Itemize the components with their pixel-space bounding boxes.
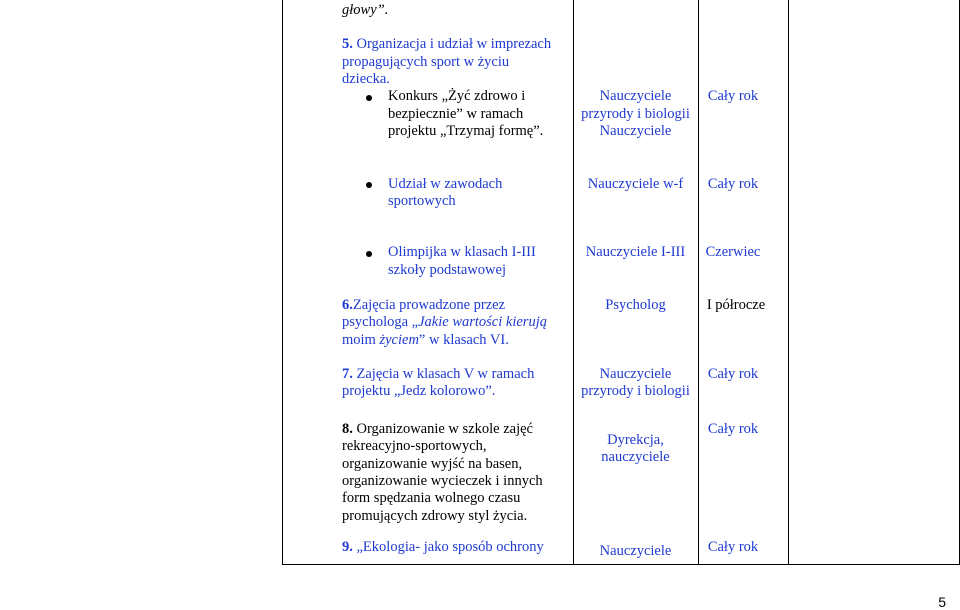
section-number: 7. bbox=[342, 366, 353, 382]
activity-line: form spędzania wolnego czasu bbox=[342, 490, 521, 506]
activity-text: ” w klasach VI. bbox=[418, 332, 509, 348]
section-number: 6. bbox=[342, 297, 353, 313]
column-divider bbox=[698, 0, 699, 564]
activity-text: „Ekologia- jako sposób ochrony bbox=[356, 539, 544, 555]
column-divider bbox=[573, 0, 574, 564]
activity-line: rekreacyjno-sportowych, bbox=[342, 438, 487, 454]
section-number: 8. bbox=[342, 421, 353, 437]
activity-line bbox=[342, 332, 509, 350]
activity-line: promujących zdrowy styl życia. bbox=[342, 508, 528, 524]
heading-line: Organizacja i udział w imprezach bbox=[356, 36, 552, 52]
bullet-line: Konkurs „Żyć zdrowo i bbox=[388, 88, 526, 104]
responsible-cell: Psycholog bbox=[605, 297, 666, 313]
responsible-cell: Nauczyciele bbox=[599, 543, 672, 559]
bullet-line: Udział w zawodach bbox=[388, 176, 503, 192]
term-cell: Cały rok bbox=[707, 176, 759, 192]
activity-line bbox=[342, 297, 505, 315]
bullet-icon bbox=[366, 95, 372, 101]
bullet-line: szkoły podstawowej bbox=[388, 262, 506, 278]
activity-text: psychologa „ bbox=[342, 314, 419, 330]
page-number: 5 bbox=[938, 594, 946, 610]
activity-line bbox=[342, 366, 534, 384]
responsible-line: Nauczyciele bbox=[599, 123, 672, 139]
activity-line: organizowanie wycieczek i innych bbox=[342, 473, 543, 489]
responsible-cell: Nauczyciele w-f bbox=[587, 176, 684, 192]
responsible-line: Nauczyciele bbox=[599, 88, 672, 104]
bullet-line: sportowych bbox=[388, 193, 456, 209]
term-cell: Cały rok bbox=[707, 88, 759, 104]
section-number: 9. bbox=[342, 539, 353, 555]
responsible-line: przyrody i biologii bbox=[581, 383, 690, 399]
activity-line bbox=[342, 539, 544, 557]
activity-text: Zajęcia w klasach V w ramach bbox=[356, 366, 535, 382]
term-cell: Czerwiec bbox=[705, 244, 761, 260]
responsible-line: nauczyciele bbox=[601, 449, 670, 465]
activity-line: organizowanie wyjść na basen, bbox=[342, 456, 523, 472]
responsible-line: Dyrekcja, bbox=[607, 432, 664, 448]
activity-text: Zajęcia prowadzone przez bbox=[352, 297, 506, 313]
activity-line bbox=[342, 314, 547, 332]
heading-line: propagujących sport w życiu bbox=[342, 54, 510, 70]
bullet-icon bbox=[366, 251, 372, 257]
bullet-line: Olimpijka w klasach I-III bbox=[388, 244, 536, 260]
activity-text: życiem bbox=[379, 332, 419, 348]
section-number: 5. bbox=[342, 36, 353, 52]
heading-line: dziecka. bbox=[342, 71, 390, 87]
bullet-line: projektu „Trzymaj formę”. bbox=[388, 123, 544, 139]
activity-text: Jakie wartości kierują bbox=[418, 314, 547, 330]
activity-text: moim bbox=[342, 332, 380, 348]
activity-line bbox=[342, 421, 533, 439]
term-cell: Cały rok bbox=[707, 421, 759, 437]
activity-intro: głowy”. bbox=[342, 2, 389, 18]
responsible-line: Nauczyciele bbox=[599, 366, 672, 382]
bullet-icon bbox=[366, 182, 372, 188]
activity-text: Organizowanie w szkole zajęć bbox=[356, 421, 533, 437]
activity-line: projektu „Jedz kolorowo”. bbox=[342, 383, 496, 399]
bullet-line: bezpiecznie” w ramach bbox=[388, 106, 524, 122]
responsible-line: przyrody i biologii bbox=[581, 106, 690, 122]
column-divider bbox=[788, 0, 789, 564]
term-cell: Cały rok bbox=[707, 366, 759, 382]
responsible-cell: Nauczyciele I-III bbox=[585, 244, 686, 260]
term-cell: I półrocze bbox=[706, 297, 766, 313]
term-cell: Cały rok bbox=[707, 539, 759, 555]
